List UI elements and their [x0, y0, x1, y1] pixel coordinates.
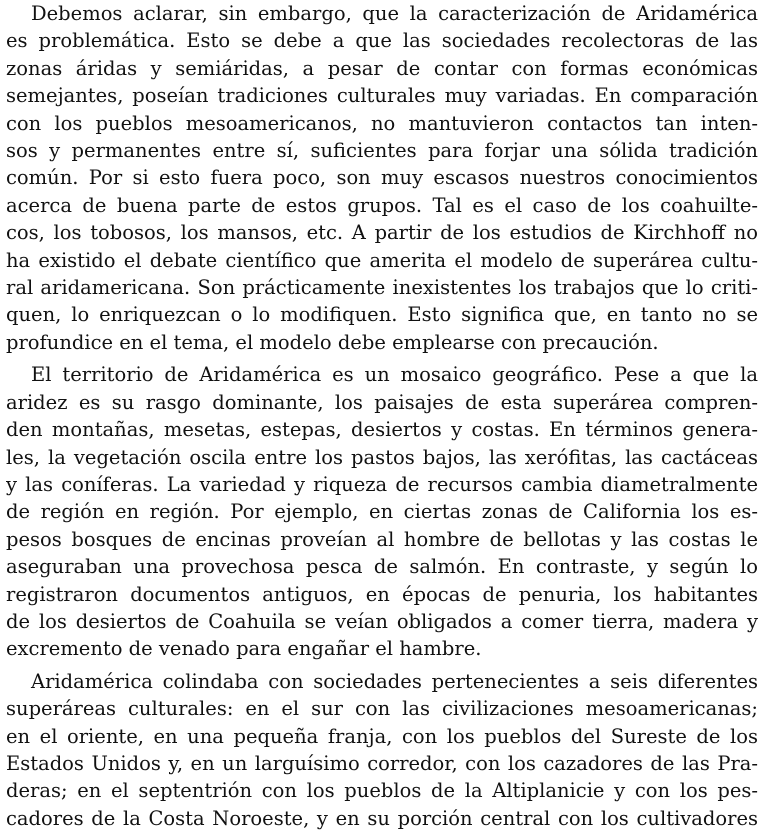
text-line: excremento de venado para engañar el hambre.: [6, 637, 482, 661]
text-line: común. Por si esto fuera poco, son muy escasos nuestros conocimientos: [6, 166, 758, 190]
text-line: Debemos aclarar, sin embargo, que la caracterización de Aridamérica: [31, 2, 758, 25]
text-line: ral aridamericana. Son prácticamente inexistentes los trabajos que lo criti-: [6, 276, 758, 300]
text-line: den montañas, mesetas, estepas, desiertos y costas. En términos genera-: [6, 418, 758, 442]
text-line: de región en región. Por ejemplo, en ciertas zonas de California los es-: [6, 500, 758, 524]
text-line: profundice en el tema, el modelo debe emplearse con precaución.: [6, 330, 659, 354]
text-line: registraron documentos antiguos, en épocas de penuria, los habitantes: [6, 582, 758, 606]
text-line: deras; en el septentrión con los pueblos de la Altiplanicie y con los pes-: [6, 779, 758, 803]
text-line: les, la vegetación oscila entre los pastos bajos, las xerófitas, las cactáceas: [6, 445, 758, 469]
text-line: Aridamérica colindaba con sociedades pertenecientes a seis diferentes: [31, 669, 758, 693]
paragraph-caracterizacion: [6, 0, 758, 356]
text-line: zonas áridas y semiáridas, a pesar de contar con formas económicas: [6, 56, 758, 80]
text-line: y las coníferas. La variedad y riqueza de recursos cambia diametralmente: [6, 472, 758, 496]
paragraph-colindancias: [6, 668, 758, 832]
document-page: [6, 0, 758, 837]
text-line: acerca de buena parte de estos grupos. Tal es el caso de los coahuilte-: [6, 193, 758, 217]
text-line: semejantes, poseían tradiciones culturales muy variadas. En comparación: [6, 84, 758, 108]
text-line: sos y permanentes entre sí, suficientes para forjar una sólida tradición: [6, 139, 758, 163]
text-line: El territorio de Aridamérica es un mosaico geográfico. Pese a que la: [31, 363, 758, 387]
paragraph-territorio: [6, 361, 758, 662]
text-line: aridez es su rasgo dominante, los paisajes de esta superárea compren-: [6, 390, 758, 414]
text-line: aseguraban una provechosa pesca de salmón. En contraste, y según lo: [6, 555, 758, 579]
text-line: de los desiertos de Coahuila se veían obligados a comer tierra, madera y: [6, 609, 758, 633]
text-line: cos, los tobosos, los mansos, etc. A partir de los estudios de Kirchhoff no: [6, 221, 758, 245]
text-line: ha existido el debate científico que amerita el modelo de superárea cultu-: [6, 248, 758, 272]
text-line: en el oriente, en una pequeña franja, con los pueblos del Sureste de los: [6, 724, 758, 748]
text-line: Estados Unidos y, en un larguísimo corredor, con los cazadores de las Pra-: [6, 751, 758, 775]
text-line: es problemática. Esto se debe a que las sociedades recolectoras de las: [6, 29, 758, 53]
text-line: cadores de la Costa Noroeste, y en su porción central con los cultivadores: [6, 806, 758, 830]
text-line: pesos bosques de encinas proveían al hombre de bellotas y las costas le: [6, 527, 758, 551]
text-line: con los pueblos mesoamericanos, no mantuvieron contactos tan inten-: [6, 111, 758, 135]
text-line: superáreas culturales: en el sur con las civilizaciones mesoamericanas;: [6, 697, 758, 721]
text-line: quen, lo enriquezcan o lo modifiquen. Esto significa que, en tanto no se: [6, 303, 758, 327]
